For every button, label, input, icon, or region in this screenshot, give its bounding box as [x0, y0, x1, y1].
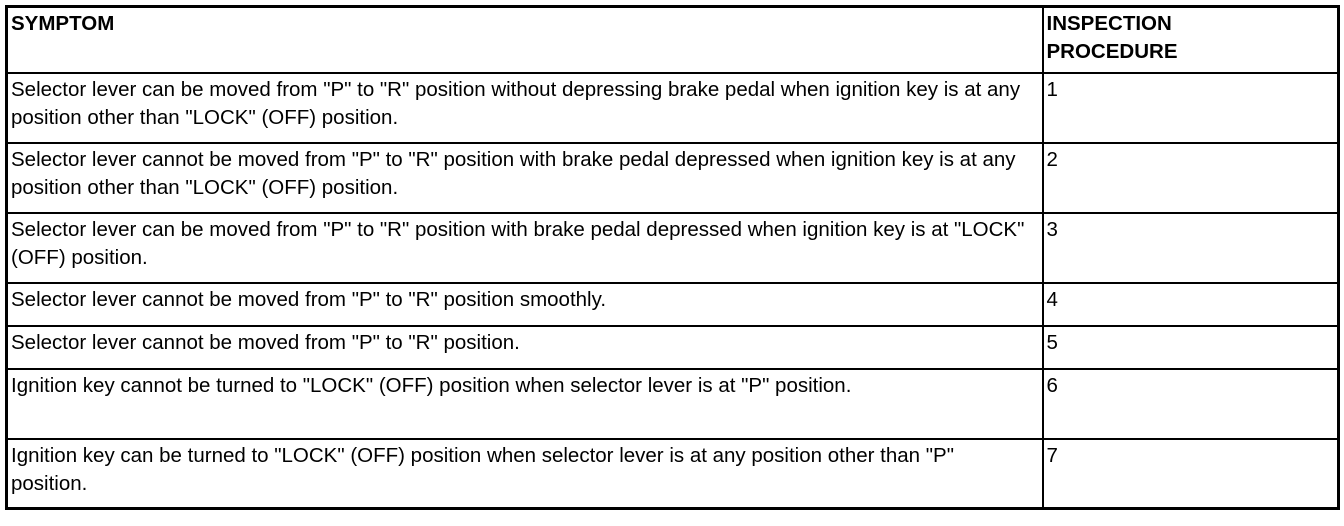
procedure-cell: 5 — [1043, 326, 1339, 369]
procedure-cell: 4 — [1043, 283, 1339, 326]
symptom-table — [5, 5, 1340, 510]
table-row — [7, 213, 1339, 283]
symptom-cell: Selector lever cannot be moved from "P" to "R" position with brake pedal depressed when ignition key is at any position other than "LOCK" (OFF) position. — [7, 143, 1043, 213]
procedure-cell: 1 — [1043, 73, 1339, 143]
header-symptom: SYMPTOM — [7, 7, 1043, 73]
symptom-cell: Ignition key can be turned to "LOCK" (OFF) position when selector lever is at any position other than "P" position. — [7, 439, 1043, 509]
header-inspection-procedure: INSPECTION PROCEDURE — [1043, 7, 1339, 73]
symptom-cell: Selector lever can be moved from "P" to "R" position with brake pedal depressed when ignition key is at "LOCK" (OFF) position. — [7, 213, 1043, 283]
table-row — [7, 283, 1339, 326]
header-row — [7, 7, 1339, 73]
procedure-cell: 6 — [1043, 369, 1339, 439]
symptom-cell: Selector lever can be moved from "P" to "R" position without depressing brake pedal when ignition key is at any position other than "LOCK" (OFF) position. — [7, 73, 1043, 143]
procedure-cell: 2 — [1043, 143, 1339, 213]
symptom-cell: Ignition key cannot be turned to "LOCK" (OFF) position when selector lever is at "P" position. — [7, 369, 1043, 439]
symptom-cell: Selector lever cannot be moved from "P" to "R" position smoothly. — [7, 283, 1043, 326]
procedure-cell: 7 — [1043, 439, 1339, 509]
symptom-cell: Selector lever cannot be moved from "P" to "R" position. — [7, 326, 1043, 369]
table-row — [7, 439, 1339, 509]
table-row — [7, 369, 1339, 439]
procedure-cell: 3 — [1043, 213, 1339, 283]
table-row — [7, 326, 1339, 369]
table-row — [7, 143, 1339, 213]
table-row — [7, 73, 1339, 143]
